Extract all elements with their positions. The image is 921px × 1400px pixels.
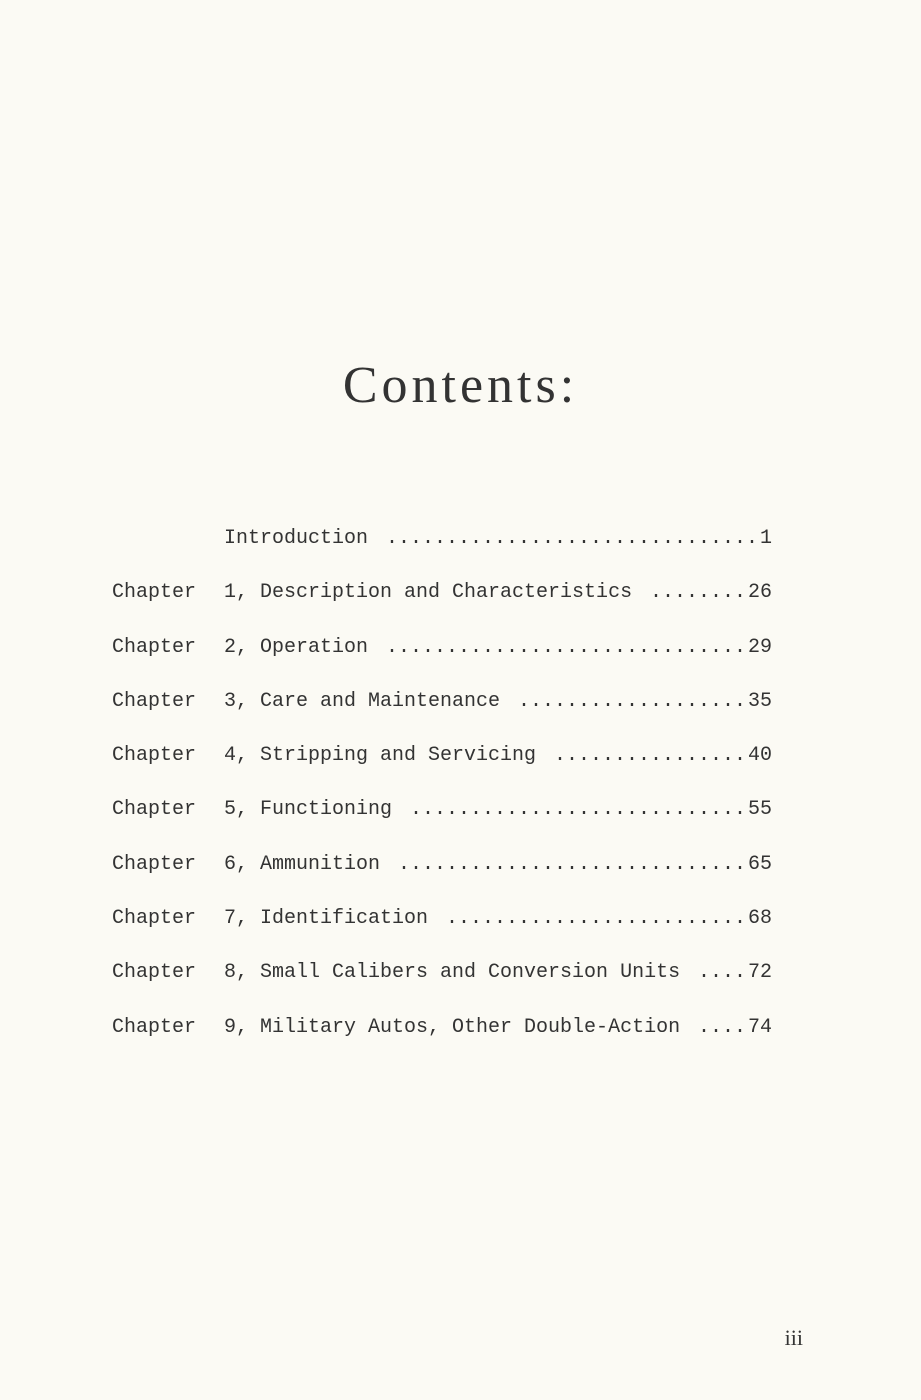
toc-entry-label [112,904,428,934]
toc-entry-title: 1, Description and Characteristics [224,581,633,605]
toc-entry-label [112,958,680,988]
toc-entry [112,958,772,1012]
leader-dots: .... [698,961,747,985]
toc-entry-label [112,1013,680,1043]
toc-entry [112,578,772,632]
toc-entry-title: 8, Small Calibers and Conversion Units [224,961,681,985]
toc-entry-prefix: Chapter [112,852,197,876]
toc-entry-page: 29 [747,635,772,659]
leader-dots: ................... [518,689,747,713]
page-title: Contents: [342,357,579,414]
toc-entry [112,741,772,795]
leader-dots: ............................... [386,527,759,550]
toc-entry-title: 3, Care and Maintenance [224,689,501,713]
toc-entry-page: 35 [747,689,772,713]
toc-entry-page: 65 [747,852,772,876]
toc-entry-title: 9, Military Autos, Other Double-Action [224,1015,681,1039]
toc-entry-label [112,578,632,608]
toc-entry-prefix: Chapter [112,689,197,713]
toc-entry [112,904,772,958]
toc-entry-label [112,633,368,663]
toc-entry-label [112,850,380,880]
toc-entry-page: 26 [747,581,772,605]
leader-dots: .............................. [386,635,747,659]
toc-entry-title: 4, Stripping and Servicing [224,744,537,768]
toc-entry-prefix: Chapter [112,635,197,659]
toc-entry-label [112,741,536,771]
toc-entry-page: 68 [747,907,772,931]
toc-entry-title: Introduction [224,527,369,550]
toc-entry-title: 6, Ammunition [224,852,381,876]
toc-entry [112,850,772,904]
toc-entry-prefix: Chapter [112,581,197,605]
toc-entry-prefix: Chapter [112,907,197,931]
toc-entry-page: 40 [747,744,772,768]
toc-entry-title: 2, Operation [224,635,369,659]
toc-entry [112,1013,772,1067]
toc-entry [112,524,772,578]
toc-entry-prefix: Chapter [112,961,197,985]
leader-dots: ............................. [398,852,747,876]
toc-entry [112,795,772,849]
toc-entry-page: 1 [759,527,772,550]
toc-entry-label [112,524,368,554]
leader-dots: ................ [554,744,747,768]
toc-entry-title: 7, Identification [224,907,429,931]
leader-dots: ............................ [410,798,747,822]
leader-dots: ........ [650,581,747,605]
toc-entry-title: 5, Functioning [224,798,393,822]
toc-entry [112,687,772,741]
toc-entry-prefix: Chapter [112,1015,197,1039]
page-number: iii [784,1325,803,1350]
toc-entry-label [112,687,500,717]
table-of-contents [112,524,772,1067]
toc-entry-page: 55 [747,798,772,822]
toc-entry-page: 74 [747,1015,772,1039]
leader-dots: ......................... [446,907,747,931]
toc-entry-page: 72 [747,961,772,985]
toc-entry-label [112,795,392,825]
toc-entry-prefix: Chapter [112,798,197,822]
toc-entry-prefix: Chapter [112,744,197,768]
toc-entry [112,633,772,687]
leader-dots: .... [698,1015,747,1039]
